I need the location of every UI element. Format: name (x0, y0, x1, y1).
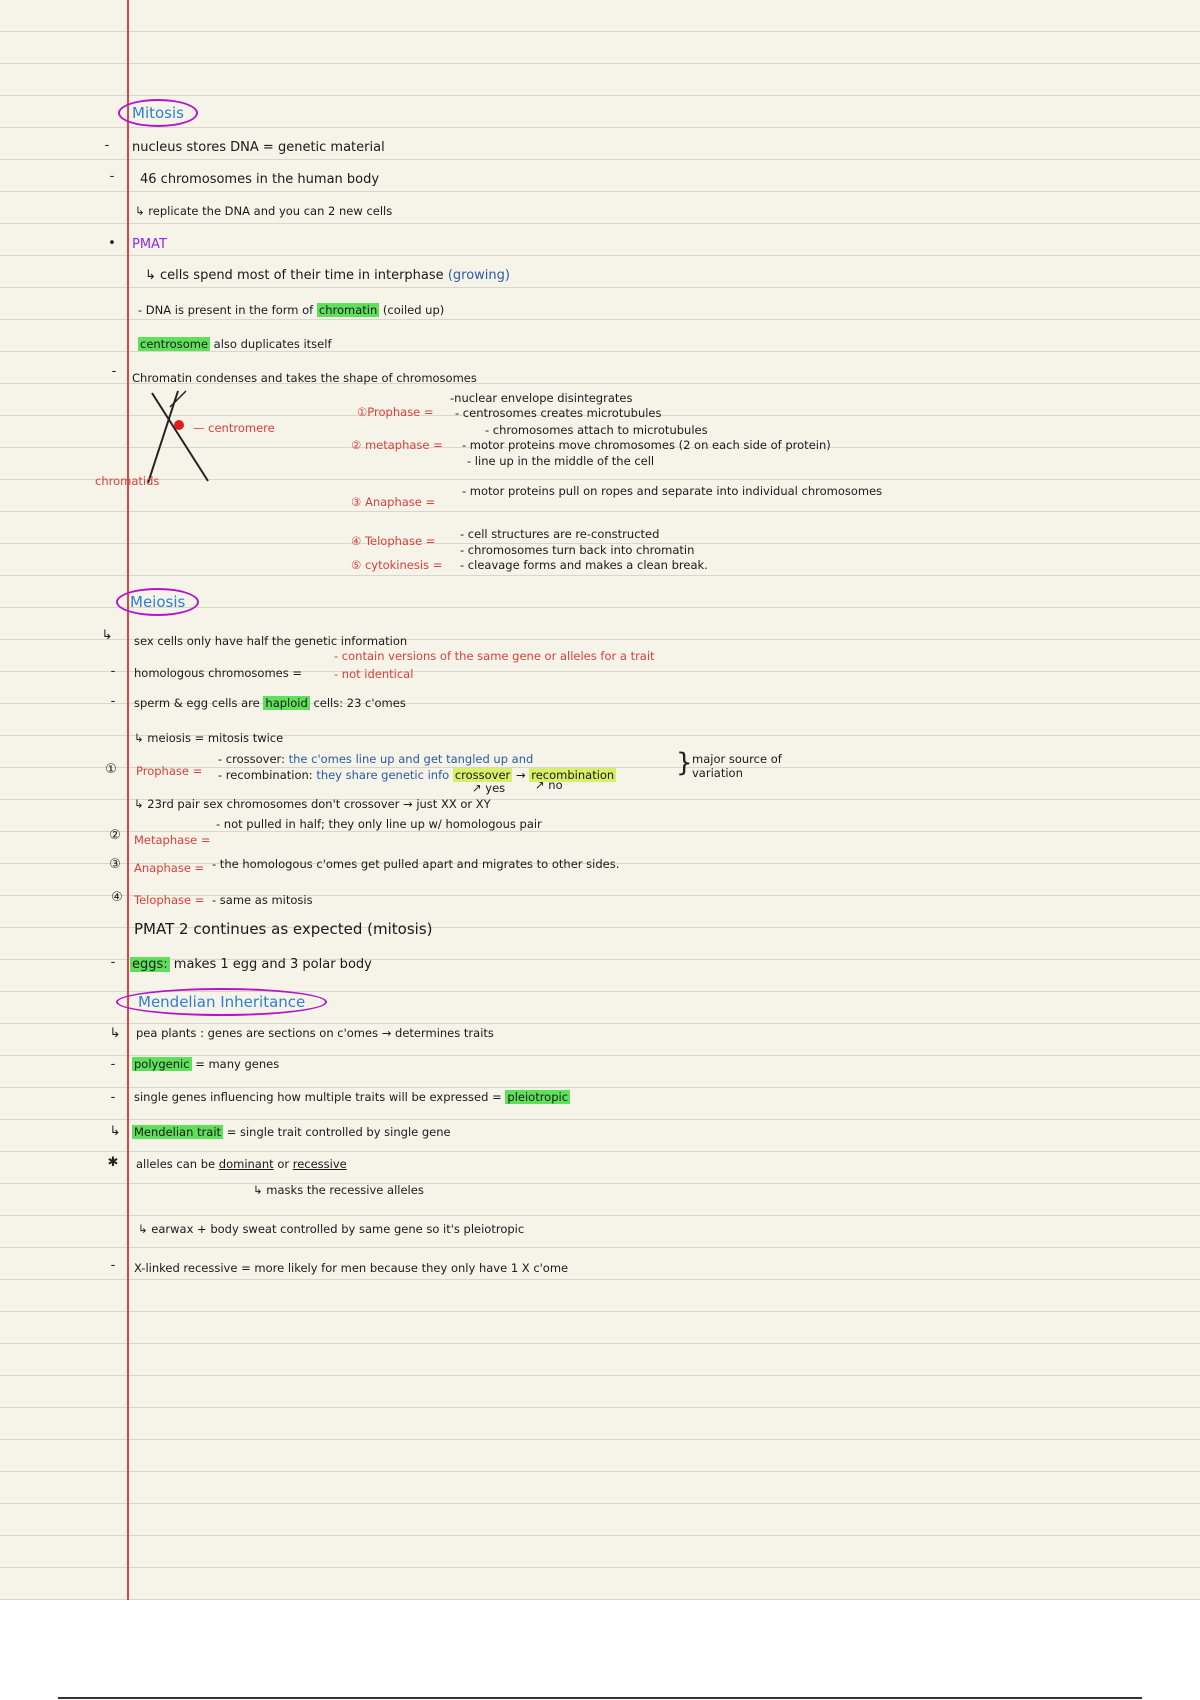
heading-mendelian-inheritance: Mendelian Inheritance (116, 988, 327, 1016)
bullet-number: ② (109, 828, 121, 843)
note-line (132, 1057, 279, 1071)
bullet-dash: - (104, 138, 110, 153)
phase-note: - chromosomes turn back into chromatin (460, 543, 695, 557)
note-line: ↳ replicate the DNA and you can 2 new cells (135, 204, 393, 218)
phase-label-anaphase: Anaphase = (134, 861, 205, 875)
bullet-dash: - (110, 1090, 116, 1105)
heading-mitosis: Mitosis (118, 99, 198, 127)
phase-label-cytokinesis: ⑤ cytokinesis = (351, 558, 443, 572)
note-line (138, 303, 444, 317)
note-text-growing: (growing) (447, 268, 510, 283)
phase-label-prophase: Prophase = (136, 764, 203, 778)
bullet-number: ① (105, 762, 117, 777)
phase-note: - cell structures are re-constructed (460, 527, 660, 541)
label-centromere: — centromere (193, 421, 275, 435)
centromere-dot (174, 420, 184, 430)
bullet-dash: - (110, 664, 116, 679)
bullet-dash: - (110, 955, 116, 970)
note-text-recessive: recessive (292, 1157, 347, 1171)
bullet-dash: - (110, 1057, 116, 1072)
note-arrow: ↗ no (535, 778, 563, 792)
note-text: alleles can be (136, 1157, 216, 1171)
note-line: nucleus stores DNA = genetic material (132, 140, 385, 155)
highlight-pleiotropic: pleiotropic (507, 1090, 569, 1104)
note-line (134, 1090, 570, 1104)
highlight-centrosome: centrosome (140, 337, 209, 351)
note-line: major source of (692, 752, 782, 766)
label-chromatids: chromatids (95, 474, 160, 488)
bullet-hook: ↳ (101, 628, 113, 643)
phase-note: - motor proteins pull on ropes and separate into individual chromosomes (462, 484, 883, 498)
brace: } (676, 748, 693, 778)
note-text: → (515, 768, 526, 782)
bullet-hook: ↳ (109, 1124, 121, 1139)
note-text: single genes influencing how multiple traits will be expressed = (134, 1090, 502, 1104)
phase-label-telophase: Telophase = (134, 893, 205, 907)
note-arrow: ↗ yes (472, 781, 506, 795)
phase-note: - motor proteins move chromosomes (2 on each side of protein) (462, 438, 831, 452)
note-line (145, 268, 510, 284)
note-text: ↳ cells spend most of their time in interphase (145, 268, 444, 283)
note-text: cells: 23 c'omes (313, 696, 406, 710)
phase-label-metaphase: Metaphase = (134, 833, 211, 847)
note-line: 46 chromosomes in the human body (140, 172, 380, 187)
note-text-blue: the c'omes line up and get tangled up and (288, 752, 534, 766)
note-line: Chromatin condenses and takes the shape of chromosomes (132, 371, 477, 385)
bottom-rule (58, 1697, 1142, 1699)
chromatid-line (148, 391, 178, 483)
chromatid-line (152, 393, 208, 481)
phase-note: -nuclear envelope disintegrates (450, 391, 633, 405)
note-red: - contain versions of the same gene or alleles for a trait (334, 649, 655, 663)
note-line: sex cells only have half the genetic information (134, 634, 408, 648)
bullet-hook: ↳ (109, 1026, 121, 1041)
note-line: X-linked recessive = more likely for men because they only have 1 X c'ome (134, 1261, 569, 1275)
highlight-haploid: haploid (265, 696, 308, 710)
phase-label-telophase: ④ Telophase = (351, 534, 436, 548)
bullet-number: ③ (109, 857, 121, 872)
phase-note: - cleavage forms and makes a clean break. (460, 558, 708, 572)
chromosome-sketch (140, 385, 230, 485)
phase-note: - line up in the middle of the cell (467, 454, 655, 468)
bullet-dash: - (111, 364, 117, 379)
note-line: variation (692, 766, 743, 780)
note-line (134, 696, 406, 710)
note-text: - DNA is present in the form of (138, 303, 314, 317)
centromere-text: centromere (208, 421, 275, 435)
highlight-chromatin: chromatin (318, 303, 378, 317)
note-text: or (277, 1157, 290, 1171)
note-line: homologous chromosomes = (134, 666, 303, 680)
note-line-pmat: PMAT (132, 237, 167, 252)
note-line (218, 752, 533, 766)
note-text: - crossover: (218, 752, 285, 766)
note-text: (coiled up) (382, 303, 445, 317)
bullet-number: ④ (111, 890, 123, 905)
bullet-dash: - (110, 694, 116, 709)
bullet-dash: - (110, 1258, 116, 1273)
note-line (132, 1125, 451, 1139)
note-line: ↳ 23rd pair sex chromosomes don't crossover → just XX or XY (134, 797, 491, 811)
phase-label-anaphase: ③ Anaphase = (351, 495, 436, 509)
highlight-mendelian-trait: Mendelian trait (134, 1125, 222, 1139)
note-line-pmat2: PMAT 2 continues as expected (mitosis) (134, 920, 433, 938)
phase-note: - chromosomes attach to microtubules (485, 423, 708, 437)
note-text-dominant: dominant (218, 1157, 274, 1171)
phase-label-prophase: ①Prophase = (357, 405, 434, 419)
bullet-dash: - (109, 169, 115, 184)
note-red: - not identical (334, 667, 414, 681)
note-line (130, 957, 372, 973)
note-text: - recombination: (218, 768, 313, 782)
note-line: - not pulled in half; they only line up w/ homologous pair (216, 817, 542, 831)
note-text: also duplicates itself (213, 337, 332, 351)
phase-label-metaphase: ② metaphase = (351, 438, 443, 452)
heading-meiosis: Meiosis (116, 588, 199, 616)
note-line: pea plants : genes are sections on c'omes → determines traits (136, 1026, 494, 1040)
highlight-recombination: recombination (531, 768, 615, 782)
note-text: sperm & egg cells are (134, 696, 260, 710)
note-line: - same as mitosis (212, 893, 313, 907)
highlight-polygenic: polygenic (134, 1057, 190, 1071)
margin-line (127, 0, 129, 1600)
note-text: = single trait controlled by single gene (226, 1125, 451, 1139)
highlight-eggs: eggs: (132, 957, 168, 972)
note-text: makes 1 egg and 3 polar body (173, 957, 372, 972)
bullet-dot: • (108, 236, 116, 251)
phase-note: - centrosomes creates microtubules (455, 406, 662, 420)
note-line: ↳ meiosis = mitosis twice (134, 731, 284, 745)
highlight-crossover: crossover (454, 768, 511, 782)
note-line: - the homologous c'omes get pulled apart and migrates to other sides. (212, 857, 620, 871)
note-text-blue: they share genetic info (316, 768, 450, 782)
note-line: ↳ earwax + body sweat controlled by same gene so it's pleiotropic (138, 1222, 525, 1236)
note-text: = many genes (195, 1057, 280, 1071)
note-line (138, 337, 332, 351)
note-line: ↳ masks the recessive alleles (253, 1183, 424, 1197)
bullet-star: ✱ (107, 1155, 119, 1170)
note-line (136, 1157, 347, 1171)
